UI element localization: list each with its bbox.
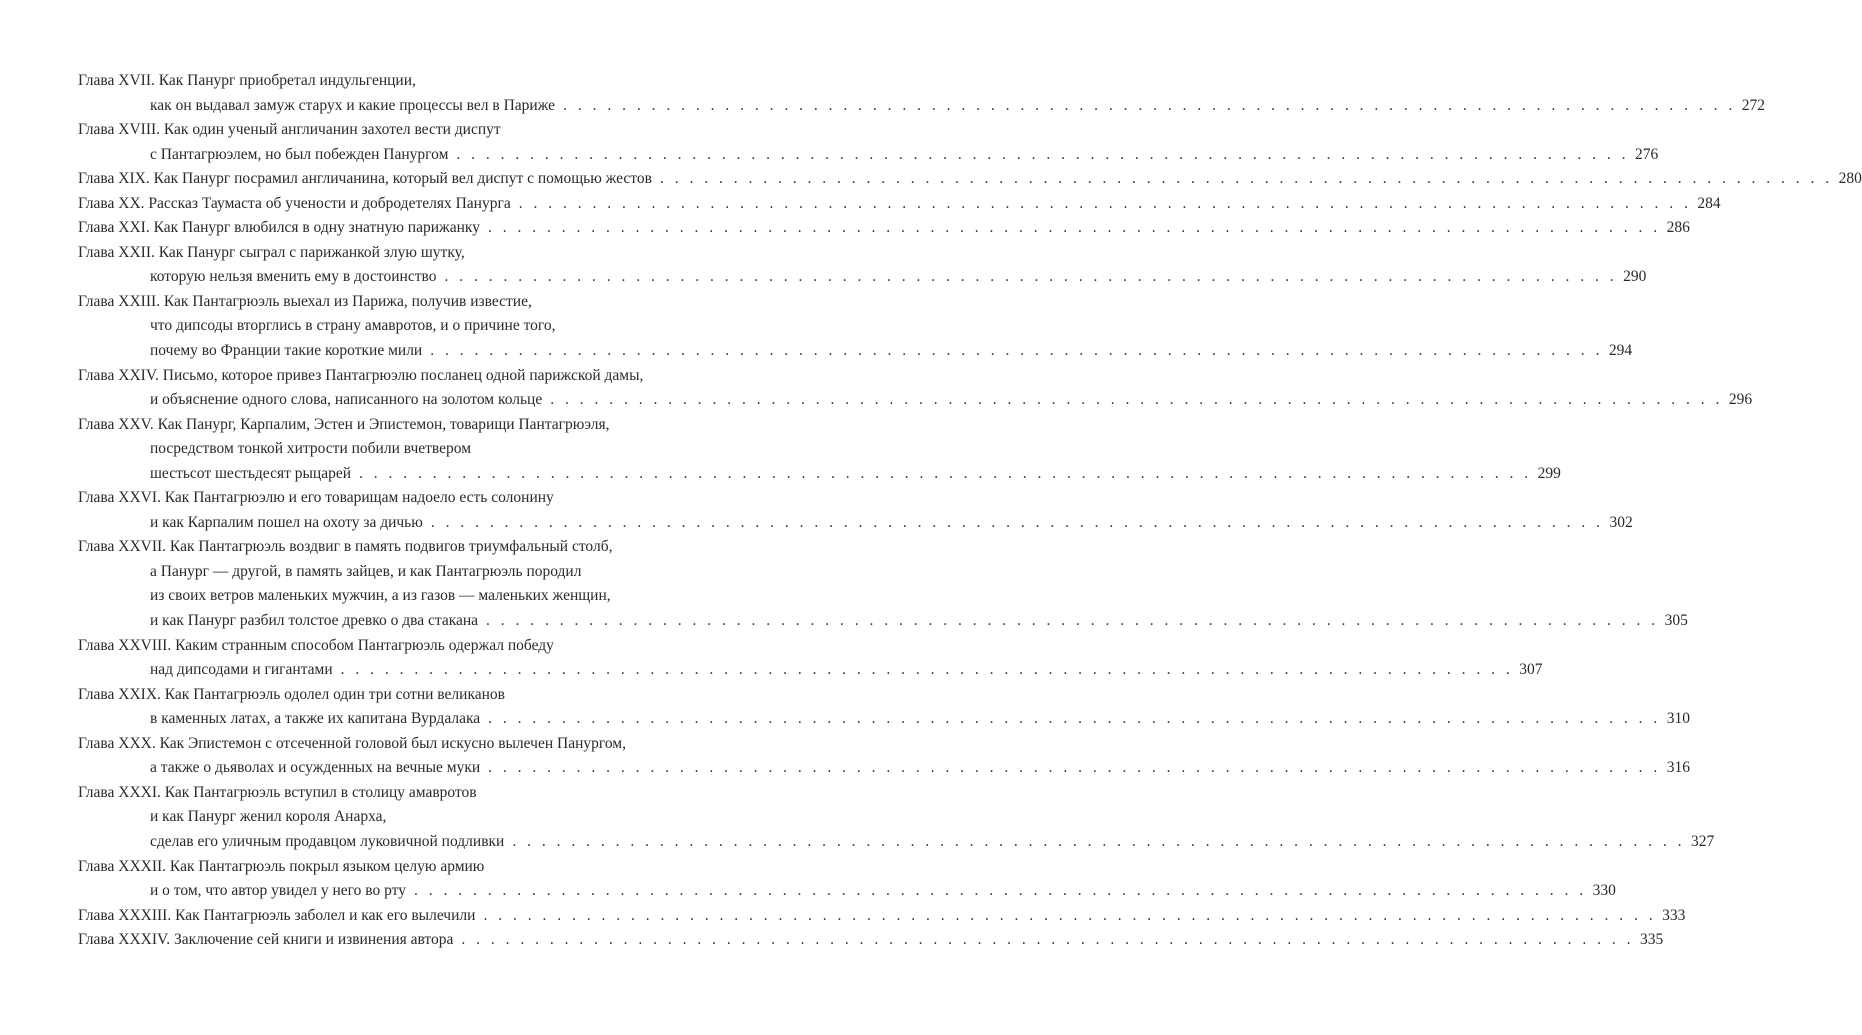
dot-leader: . . . . . . . . . . . . . . . . . . . . . . . . . . . . . . . . . . . . . . . . . . . . . . . . . . . . . . . . . . . . . . . . . . . . . . . . . . . . . . . .: [456, 145, 1630, 163]
toc-entry: [78, 413, 1561, 487]
toc-page-number: 335: [1640, 931, 1664, 949]
toc-page-number: 272: [1741, 96, 1765, 114]
toc-entry-continuation-line: [78, 339, 1633, 364]
toc-entry-title-line: [78, 781, 732, 806]
toc-page-number: 316: [1666, 759, 1691, 777]
toc-entry-text: с Пантагрюэлем, но был побежден Панургом: [150, 145, 449, 163]
toc-entry-title-line: [78, 241, 732, 266]
toc-entry-continuation-line: [78, 437, 732, 462]
dot-leader: . . . . . . . . . . . . . . . . . . . . . . . . . . . . . . . . . . . . . . . . . . . . . . . . . . . . . . . . . . . . . . . . . . . . . . . . . . . . . . . .: [444, 268, 1618, 286]
dot-leader: . . . . . . . . . . . . . . . . . . . . . . . . . . . . . . . . . . . . . . . . . . . . . . . . . . . . . . . . . . . . . . . . . . . . . . . . . . . . . . . .: [563, 96, 1736, 114]
toc-entry-continuation-line: [78, 756, 1691, 781]
toc-entry-continuation-line: [78, 388, 1753, 413]
toc-entry-text: Глава XXX. Как Эпистемон с отсеченной головой был искусно вылечен Панургом,: [78, 734, 626, 752]
toc-entry-text: которую нельзя вменить ему в достоинство: [150, 268, 437, 286]
toc-entry-text: Глава XXXI. Как Пантагрюэль вступил в столицу амавротов: [78, 783, 477, 801]
toc-page-number: 280: [1838, 170, 1862, 188]
toc-page-number: 305: [1664, 612, 1688, 630]
toc-entry-continuation-line: [78, 805, 732, 830]
toc-entry-title-line: [78, 535, 732, 560]
toc-entry: [78, 928, 1664, 953]
toc-entry-text: Глава XXXIV. Заключение сей книги и извинения автора: [78, 931, 454, 949]
dot-leader: . . . . . . . . . . . . . . . . . . . . . . . . . . . . . . . . . . . . . . . . . . . . . . . . . . . . . . . . . . . . . . . . . . . . . . . . . . . . . . . .: [413, 882, 1587, 900]
toc-page-number: 296: [1728, 391, 1753, 409]
toc-entry-text: как он выдавал замуж старух и какие процессы вел в Париже: [150, 96, 556, 114]
toc-entry-title-line: [78, 216, 1690, 241]
toc-entry: [78, 167, 1862, 192]
toc-page-number: 310: [1666, 710, 1690, 728]
toc-entry: [78, 904, 1686, 929]
toc-entry-text: почему во Франции такие короткие мили: [150, 342, 423, 360]
toc-entry-continuation-line: [78, 830, 1715, 855]
toc-entry-text: и как Панург женил короля Анарха,: [150, 808, 387, 826]
toc-entry-title-line: [78, 364, 732, 389]
toc-entry: [78, 634, 1543, 683]
toc-page-number: 294: [1608, 342, 1633, 360]
toc-entry-continuation-line: [78, 609, 1688, 634]
dot-leader: . . . . . . . . . . . . . . . . . . . . . . . . . . . . . . . . . . . . . . . . . . . . . . . . . . . . . . . . . . . . . . . . . . . . . . . . . . . . . . . .: [512, 832, 1685, 850]
toc-entry-title-line: [78, 855, 732, 880]
toc-entry: [78, 364, 1753, 413]
toc-entry: [78, 855, 1616, 904]
toc-entry-text: а также о дьяволах и осужденных на вечные муки: [150, 759, 481, 777]
toc-page-number: 307: [1519, 661, 1543, 679]
toc-page-number: 286: [1666, 219, 1690, 237]
toc-entry-continuation-line: [78, 314, 732, 339]
dot-leader: . . . . . . . . . . . . . . . . . . . . . . . . . . . . . . . . . . . . . . . . . . . . . . . . . . . . . . . . . . . . . . . . . . . . . . . . . . . . . . . .: [518, 194, 1692, 212]
dot-leader: . . . . . . . . . . . . . . . . . . . . . . . . . . . . . . . . . . . . . . . . . . . . . . . . . . . . . . . . . . . . . . . . . . . . . . . . . . . . . . . .: [461, 931, 1635, 949]
dot-leader: . . . . . . . . . . . . . . . . . . . . . . . . . . . . . . . . . . . . . . . . . . . . . . . . . . . . . . . . . . . . . . . . . . . . . . . . . . . . . . . .: [359, 464, 1532, 482]
toc-page-number: 333: [1662, 906, 1686, 924]
toc-entry-text: а Панург — другой, в память зайцев, и как Пантагрюэль породил: [150, 562, 582, 580]
dot-leader: . . . . . . . . . . . . . . . . . . . . . . . . . . . . . . . . . . . . . . . . . . . . . . . . . . . . . . . . . . . . . . . . . . . . . . . . . . . . . . . .: [486, 612, 1659, 630]
toc-entry: [78, 290, 1633, 364]
toc-entry-title-line: [78, 69, 732, 94]
toc-entry-text: Глава XXI. Как Панург влюбился в одну знатную парижанку: [78, 219, 480, 237]
toc-entry-continuation-line: [78, 94, 1765, 119]
toc-entry-continuation-line: [78, 879, 1616, 904]
toc-entry-text: и как Карпалим пошел на охоту за дичью: [150, 513, 423, 531]
toc-entry-text: Глава XXIII. Как Пантагрюэль выехал из Парижа, получив известие,: [78, 292, 532, 310]
toc-page-number: 276: [1635, 145, 1659, 163]
toc-entry-text: Глава XXVIII. Каким странным способом Пантагрюэль одержал победу: [78, 636, 554, 654]
toc-entry-text: Глава XXXIII. Как Пантагрюэль заболел и как его вылечили: [78, 906, 476, 924]
toc-entry-text: посредством тонкой хитрости побили вчетвером: [150, 440, 472, 458]
toc-entry-text: и о том, что автор увидел у него во рту: [150, 882, 406, 900]
toc-entry-continuation-line: [78, 143, 1659, 168]
toc-entry: [78, 118, 1659, 167]
toc-entry-continuation-line: [78, 560, 732, 585]
toc-page-number: 330: [1592, 882, 1616, 900]
toc-entry-title-line: [78, 683, 732, 708]
toc-entry-text: Глава XXV. Как Панург, Карпалим, Эстен и Эпистемон, товарищи Пантагрюэля,: [78, 415, 610, 433]
toc-entry-text: Глава XXIV. Письмо, которое привез Пантагрюэлю посланец одной парижской дамы,: [78, 366, 644, 384]
toc-page-number: 299: [1537, 464, 1561, 482]
toc-entry: [78, 732, 1691, 781]
dot-leader: . . . . . . . . . . . . . . . . . . . . . . . . . . . . . . . . . . . . . . . . . . . . . . . . . . . . . . . . . . . . . . . . . . . . . . . . . . . . . . . .: [430, 513, 1604, 531]
toc-entry-text: Глава XXVII. Как Пантагрюэль воздвиг в память подвигов триумфальный столб,: [78, 538, 613, 556]
dot-leader: . . . . . . . . . . . . . . . . . . . . . . . . . . . . . . . . . . . . . . . . . . . . . . . . . . . . . . . . . . . . . . . . . . . . . . . . . . . . . . . .: [659, 170, 1833, 188]
toc-page-number: 284: [1697, 194, 1721, 212]
toc-entry-continuation-line: [78, 511, 1633, 536]
toc-entry: [78, 535, 1688, 633]
toc-entry-continuation-line: [78, 584, 732, 609]
toc-entry-text: и объяснение одного слова, написанного на золотом кольце: [150, 391, 543, 409]
toc-entry-title-line: [78, 167, 1862, 192]
dot-leader: . . . . . . . . . . . . . . . . . . . . . . . . . . . . . . . . . . . . . . . . . . . . . . . . . . . . . . . . . . . . . . . . . . . . . . . . . . . . . . . .: [430, 342, 1603, 360]
toc-entry-text: Глава XX. Рассказ Таумаста об учености и добродетелях Панурга: [78, 194, 511, 212]
toc-entry-title-line: [78, 413, 732, 438]
dot-leader: . . . . . . . . . . . . . . . . . . . . . . . . . . . . . . . . . . . . . . . . . . . . . . . . . . . . . . . . . . . . . . . . . . . . . . . . . . . . . . . .: [488, 710, 1661, 728]
toc-entry-title-line: [78, 290, 732, 315]
toc-entry-text: что дипсоды вторглись в страну амавротов, и о причине того,: [150, 317, 556, 335]
toc-entry-title-line: [78, 192, 1721, 217]
toc-entry-continuation-line: [78, 658, 1543, 683]
toc-entry-text: Глава XIX. Как Панург посрамил англичанина, который вел диспут с помощью жестов: [78, 170, 652, 188]
toc-entry-text: Глава XXXII. Как Пантагрюэль покрыл языком целую армию: [78, 857, 485, 875]
toc-entry-title-line: [78, 634, 732, 659]
toc-entry: [78, 192, 1721, 217]
dot-leader: . . . . . . . . . . . . . . . . . . . . . . . . . . . . . . . . . . . . . . . . . . . . . . . . . . . . . . . . . . . . . . . . . . . . . . . . . . . . . . . .: [550, 391, 1723, 409]
toc-entry: [78, 216, 1690, 241]
dot-leader: . . . . . . . . . . . . . . . . . . . . . . . . . . . . . . . . . . . . . . . . . . . . . . . . . . . . . . . . . . . . . . . . . . . . . . . . . . . . . . . .: [487, 219, 1661, 237]
toc-entry-text: Глава XXII. Как Панург сыграл с парижанкой злую шутку,: [78, 243, 465, 261]
dot-leader: . . . . . . . . . . . . . . . . . . . . . . . . . . . . . . . . . . . . . . . . . . . . . . . . . . . . . . . . . . . . . . . . . . . . . . . . . . . . . . . .: [340, 661, 1514, 679]
toc-entry: [78, 683, 1690, 732]
toc-entry-text: Глава XVIII. Как один ученый англичанин захотел вести диспут: [78, 121, 501, 139]
toc-entry-title-line: [78, 486, 732, 511]
toc-page-number: 290: [1623, 268, 1647, 286]
toc-entry: [78, 69, 1765, 118]
toc-entry-continuation-line: [78, 462, 1561, 487]
toc-entry-text: Глава XVII. Как Панург приобретал индульгенции,: [78, 72, 416, 89]
toc-entry: [78, 241, 1647, 290]
toc-entry-title-line: [78, 904, 1686, 929]
toc-entry: [78, 486, 1633, 535]
toc-entry-text: в каменных латах, а также их капитана Вурдалака: [150, 710, 481, 728]
toc-page-number: 327: [1690, 832, 1715, 850]
toc-entry-text: над дипсодами и гигантами: [150, 661, 333, 679]
toc-entry-text: и как Панург разбил толстое древко о два стакана: [150, 612, 479, 630]
toc-entry-text: шестьсот шестьдесят рыцарей: [150, 464, 351, 482]
dot-leader: . . . . . . . . . . . . . . . . . . . . . . . . . . . . . . . . . . . . . . . . . . . . . . . . . . . . . . . . . . . . . . . . . . . . . . . . . . . . . . . .: [488, 759, 1661, 777]
toc-entry-continuation-line: [78, 265, 1647, 290]
toc-entry-title-line: [78, 118, 732, 143]
dot-leader: . . . . . . . . . . . . . . . . . . . . . . . . . . . . . . . . . . . . . . . . . . . . . . . . . . . . . . . . . . . . . . . . . . . . . . . . . . . . . . . .: [483, 906, 1657, 924]
toc-entry-text: сделав его уличным продавцом луковичной подливки: [150, 832, 505, 850]
table-of-contents: [78, 69, 1862, 953]
toc-entry-continuation-line: [78, 707, 1690, 732]
toc-entry-text: Глава XXIX. Как Пантагрюэль одолел один три сотни великанов: [78, 685, 505, 703]
toc-page-number: 302: [1609, 513, 1633, 531]
toc-entry-title-line: [78, 732, 732, 757]
toc-entry: [78, 781, 1715, 855]
toc-entry-title-line: [78, 928, 1664, 953]
toc-entry-text: из своих ветров маленьких мужчин, а из газов — маленьких женщин,: [150, 587, 611, 605]
toc-entry-text: Глава XXVI. Как Пантагрюэлю и его товарищам надоело есть солонину: [78, 489, 554, 507]
